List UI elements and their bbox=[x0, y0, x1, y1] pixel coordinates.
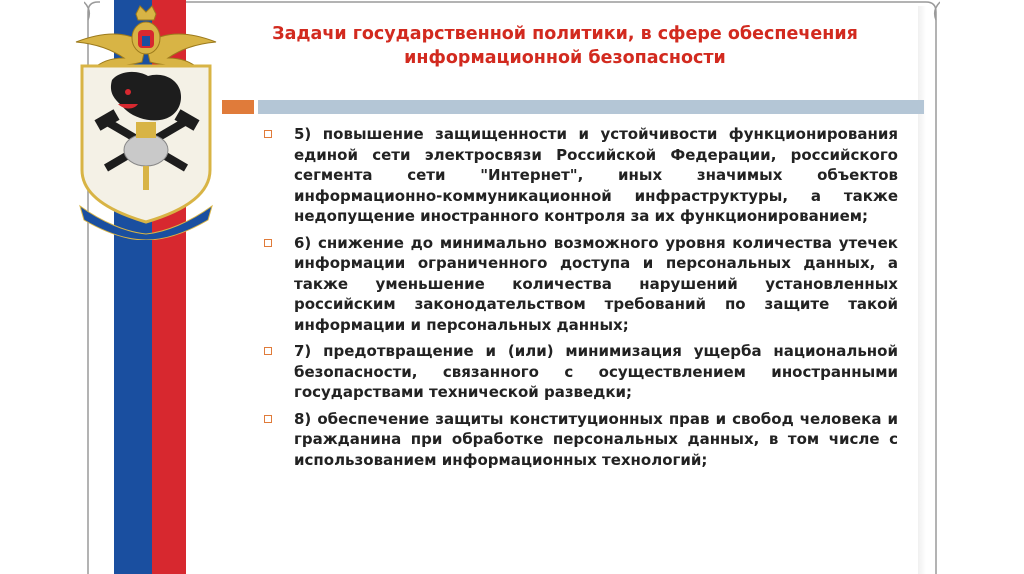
slide-title: Задачи государственной политики, в сфере обеспечения информационной безопасности bbox=[272, 24, 858, 68]
list-item-text: 5) повышение защищенности и устойчивости функционирования единой сети электросвязи Российской Федерации, российского сегмента сети "Интернет", иных значимых объектов информационно-коммуникационной инфраструктуры, а также недопущение иностранного контроля за их функционированием; bbox=[294, 125, 898, 225]
bullet-square-icon bbox=[264, 239, 272, 247]
list-item-text: 6) снижение до минимально возможного уровня количества утечек информации ограниченного доступа и персональных данных, а также уменьшение количества нарушений установленных российским законодательством требований по защите такой информации и персональных данных; bbox=[294, 233, 898, 334]
list-item-text: 7) предотвращение и (или) минимизация ущерба национальной безопасности, связанного с осуществлением иностранными государствами технической разведки; bbox=[294, 342, 898, 401]
bullet-square-icon bbox=[264, 130, 272, 138]
bullet-square-icon bbox=[264, 415, 272, 423]
accent-bar-orange bbox=[222, 100, 254, 114]
bullet-square-icon bbox=[264, 347, 272, 355]
list-item bbox=[264, 341, 898, 403]
emblem bbox=[72, 0, 220, 240]
bullet-list bbox=[264, 124, 898, 476]
list-item bbox=[264, 233, 898, 336]
list-item bbox=[264, 124, 898, 227]
list-item-text: 8) обеспечение защиты конституционных прав и свобод человека и гражданина при обработке персональных данных, в том числе с использованием информационных технологий; bbox=[294, 409, 898, 469]
accent-bar-blue bbox=[258, 100, 924, 114]
slide-edge bbox=[918, 6, 926, 574]
emblem-icon bbox=[72, 0, 220, 240]
list-item bbox=[264, 409, 898, 471]
